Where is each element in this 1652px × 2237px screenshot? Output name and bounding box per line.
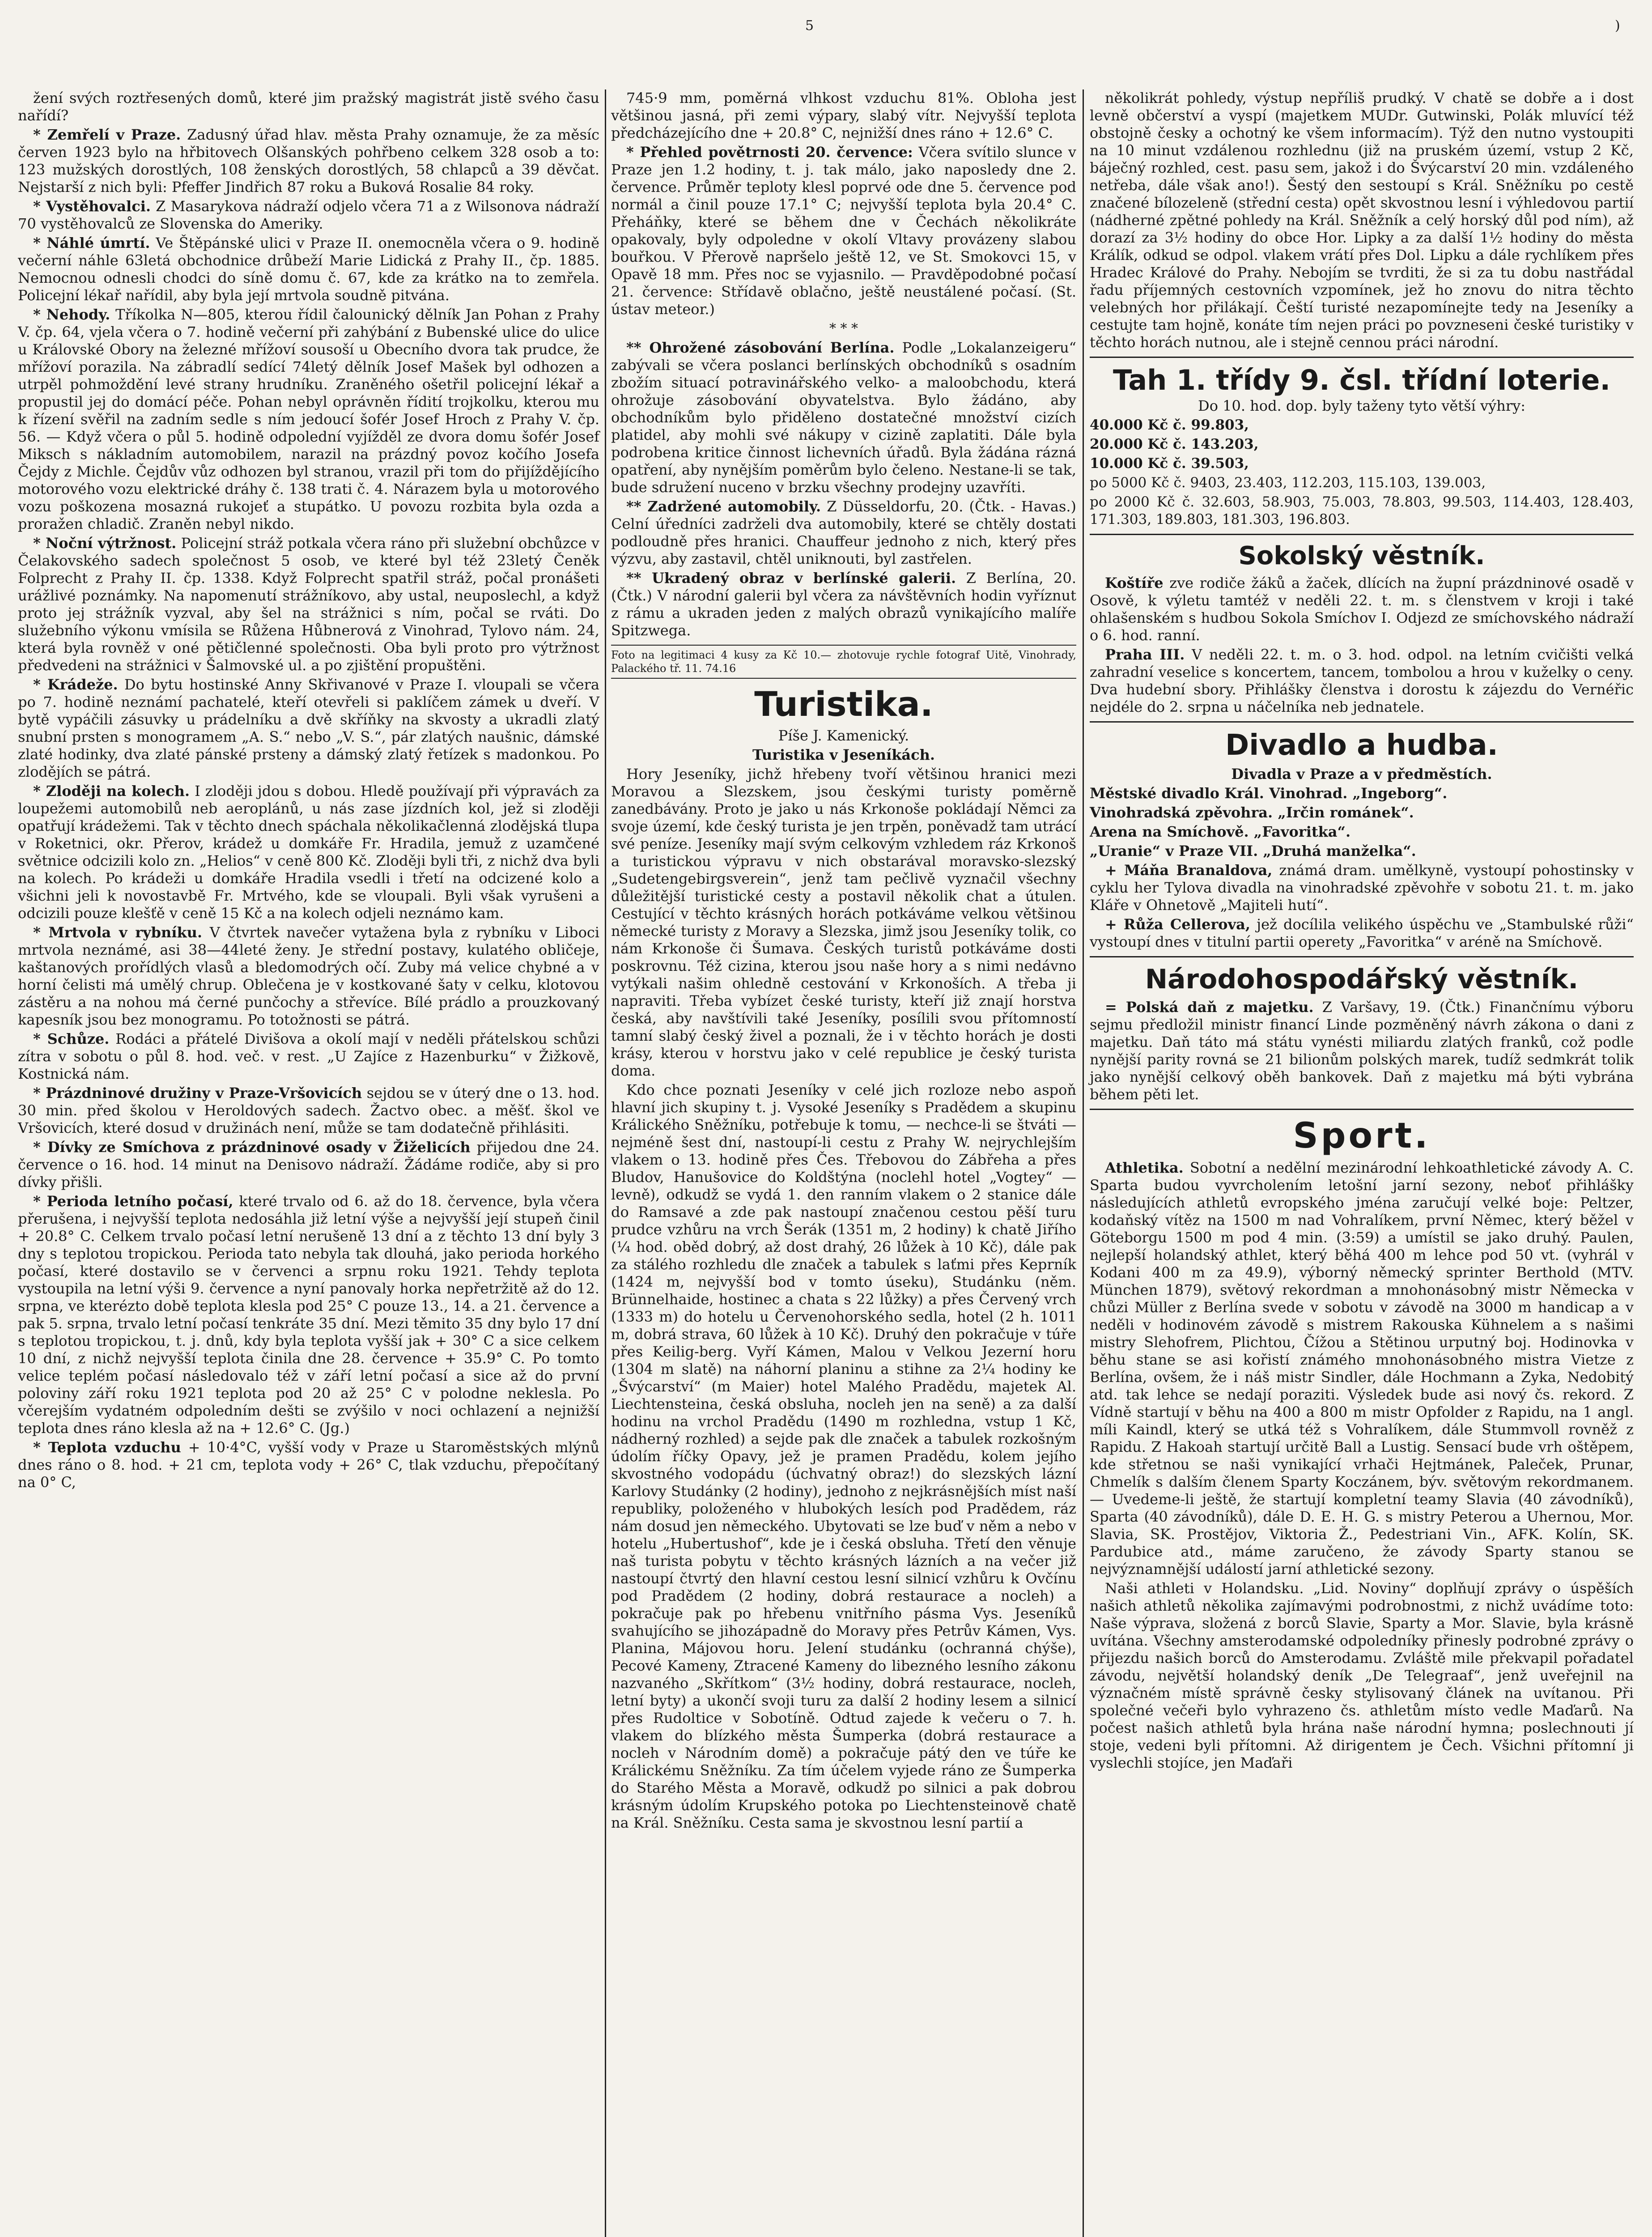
news-headline: = Polská daň z majetku. [1105,999,1314,1016]
news-headline: Koštíře [1105,574,1164,591]
news-item: * Schůze. Rodáci a přátelé Divišova a okolí mají v neděli přátelskou schůzi zítra v sobotu o půl 8. hod. več. v rest. „U Zajíce z Hazenburku“ v Žižkově, Kostnická nám. [18,1030,600,1082]
lottery-result: po 5000 Kč č. 9403, 23.403, 112.203, 115.103, 139.003, [1090,475,1486,491]
news-item: * Krádeže. Do bytu hostinské Anny Skřivanové v Praze I. vloupali se včera po 7. hodině neznámí pachatelé, kteří otevřeli si paklíčem zámek u dveří. V bytě vypáčili zásuvky u prádelníku a dvě skříňky na skvosty a ukradli zlatý snubní prsten s monogramem „A. S.“ nebo „V. S.“, pár zlatých naušnic, dámské zlaté hodinky, dva zlaté pánské prsteny a dámský zlatý řetízek s madonkou. Po zlodějích se pátrá. [18,676,600,780]
divider [1090,1109,1634,1110]
article-text: Kdo chce poznati Jeseníky v celé jich rozloze nebo aspoň hlavní jich skupiny t. j. Vysoké Jeseníky s Pradědem a skupinu Králického Sněžníku, potřebuje k tomu, — nechce-li se štváti — nejméně šest dní, nastoupí-li cestu z Prahy W. nejrychlejším vlakem o 13. hodině přes Čes. Třebovou do Zábřeha a přes Bludov, Hanušovice do Koldštýna (noclehl hotel „Vogtey“ — levně), odkudž se vydá 1. den ranním vlakem o 2 stanice dále do Ramsavé a zde pak nastoupí značenou cestou pěší turu prudce vzhůru na vrch Šerák (1351 m, 2 hodiny) k chatě Jiřího (¼ hod. oběd dobrý, až dost drahý, 26 lůžek à 10 Kč), dále pak za stálého rozhledu dle značek a tabulek s laťmi přes Keprník (1424 m, nejvyšší bod v tomto úseku), Studánku (něm. Brünnelhaide, hostinec a chata s 22 lůžky) a přes Červený vrch (1333 m) do hotelu u Červenohorského sedla, hotel (2 h. 1011 m, dobrá strava, 60 lůžek à 10 Kč). Druhý den pokračuje v túře přes Keilig-berg. Vyří Kámen, Malou v Velkou Jezerní horu (1304 m slatě) na náhorní planinu a stihne za 2¼ hodiny ke „Švýcarství“ (m Maier) hotel Malého Pradědu, majetek Al. Liechtensteina, česká obsluha, nocleh jen na seně) a za další hodinu na vrchol Pradědu (1490 m rozhledna, vstup 1 Kč, nádherný rozhled) a sejde pak dle značek a tabulek rozkošným údolím říčky Opavy, jež je pramen Pradědu, kolem jejího skvostného vodopádu (úchvatný obraz!) do slezských lázní Karlovy Studánky (2 hodiny), jednoho z nejkrásnějších míst naší republiky, položeného v hlubokých lesích pod Pradědem, ráz nám dosud jen německého. Ubytovati se lze buď v něm a nebo v hotelu „Hubertushof“, kde je i česká obsluha. Třetí den věnuje naš turista pobytu v těchto krásných lázních a na večer již nastoupí čtvrtý den hlavní cestou lesní silnicí vzhůru k Ovčínu pod Pradědem (2 hodiny, dobrá restaurace a nocleh) a pokračuje pak po hřebenu vnitřního pásma Vys. Jeseníků svahujícího se jihozápadně do Moravy přes Petrův Kámen, Vys. Planina, Májovou horu. Jelení studánku (ochranná chýše), Pecové Kameny, Ztracené Kameny do libezného lesního zákonu nazvaného „Skřítkom“ (3½ hodiny, dobrá restaurace, nocleh, letní byty) a ukončí svoji turu za další 2 hodiny lesem a silnicí přes Rudoltice v Sobotíně. Odtud zajede k večeru o 7. h. vlakem do blízkého města Šumperka (dobrá restaurace a nocleh v Národním domě) a pokračuje pátý den ve túře ke Králickému Sněžníku. Za tím účelem vyjede ráno ze Šumperka do Starého Města a Moravě, odkudž po silnici a pak dobrou krásným údolím Krupského potoka po Liechtensteinově chatě na Král. Sněžníku. Cesta sama je skvostnou lesní partií a [611,1081,1076,1831]
section-title-sokol: Sokolský věstník. [1238,541,1485,570]
article-subtitle: Turistika v Jeseníkách. [752,746,935,763]
article-text: několikrát pohledy, výstup nepříliš prudký. V chatě se dobře a i dost levně občerství a vyspí (majetkem MUDr. Gutwinski, Polák mluvící též obstojně česky a ochotný ke všem informacím). Týž den nutno vystoupiti na 10 minut vzdálenou rozhlednu (již na pruském území, vstup 2 Kč, báječný rozhled, cest. pasu sem, jakož i do Švýcarství 20 min. vzdáleného netřeba, dále však ano!). Šestý den sestoupí s Král. Sněžníku po cestě značené bílozeleně (střední cesta) opět skvostnou lesní i výhledovou partií (nádherné zpětné pohledy na Král. Sněžník a celý horský důl pod ním), až dorazí za 3½ hodiny do obce Hor. Lipky a za další 1½ hodiny do města Králík, odkud se odpol. vlakem vrátí přes Dol. Lipku a dále rychlíkem přes Hradec Králové do Prahy. Nebojím se tvrditi, že si za tu dobu nastřádal řadu příjemných cestovních vzpomínek, jež ho znovu do nitra těchto velebných hor přilákají. Čeští turisté nezapomínejte tedy na Jeseníky a cestujte tam hojně, konáte tím nejen práci po povzneseni české turistiky v těchto horách nutnou, ale i stejně cennou práci národní. [1090,89,1634,351]
article-text: Hory Jeseníky, jichž hřebeny tvoří většinou hranici mezi Moravou a Slezskem, jsou českými turisty poměrně zanedbávány. Proto je jako u nás Krkonoše pokládají Němci za svoje území, kde český turista je jen trpěn, poněvadž tam utrácí své peníze. Jeseníky mají svým celkovým vzhledem ráz Krkonoš a turistickou výpravu v nich obstarával moravsko-slezský „Sudetengebirgsverein“, jenž tam pečlivě vyznačil všechny důležitější turistické cesty a postavil několik chat a útulen. Cestující v těchto krásných horách potkáváme velkou většinou německé turisty z Moravy a Slezska, jimž jsou Jeseníky tolik, co nám Krkonoše či Šumava. Českých turistů potkáváme dosti poskrovnu. Též cizina, kterou jsou naše hory a s nimi nedávno vytýkali našim ohledně cestování v Krkonoších. A třeba ji napraviti. Třeba vybízet české turisty, kteří již znají horstva česká, aby navštívili také Jeseníky, posílili svou přítomností tamní slabý český živel a poznali, že i v těchto horách je dosti krásy, kterou v horstvu jako v celé republice je český turista doma. [611,766,1076,1079]
news-headline: * Náhlé úmrtí. [33,234,150,251]
news-headline: ** Ohrožené zásobování Berlína. [626,339,895,356]
news-headline: + Růža Cellerova, [1105,916,1250,933]
news-item: Athletika. Sobotní a nedělní mezinárodní lehkoathletické závody A. C. Sparta budou vyvrcholením letošní jarní sezony, neboť přihlášky následujících athletů evropského jména zaručují velké boje: Peltzer, kodaňský vítěz na 1500 m nad Vohralíkem, první Němec, který běžel v Göteborgu 1500 m pod 4 min. (3:59) a umístil se jako druhý. Paulen, nejlepší holandský athlet, který běhá 400 m lehce pod 50 vt. (vyhrál v Kodani 400 m za 49.9), výborný německý sprinter Berthold (MTV. München 1879), světový rekordman a mnohonásobný mistr Německa v chůzi Müller z Berlína svede v sobotu v závodě na 3000 m handicap a v neděli v hodinovém závodě s mistrem Rakouska Kühnelem a s našimi mistry Slehofrem, Plichtou, Čížou a Stětinou urputný boj. Hodinovka v běhu stane se asi kořistí známého mnohonásobného mistra Vietze z Berlína, ovšem, že i náš mistr Sindler, dále Hochmann a Zyka, Nedobitý atd. tak lehce se nedají poraziti. Výsledek bude asi nový čs. rekord. Z Vídně startují v běhu na 400 a 800 m mistr Opfolder z Rapidu, na 1 angl. míli Kaindl, který se utká též s Vohralíkem, dále Stummvoll rovněž z Rapidu. Z Hakoah startují určitě Ball a Lustig. Sensací bude vrh oštěpem, kde střetnou se naši vynikající vrhači Hejtmánek, Paleček, Prunar, Chmelík s dalším členem Sparty Koczánem, býv. světovým rekordmanem. — Uvedeme-li ještě, že startují kompletní teamy Slavia (40 závodníků), Sparta (40 závodníků), dále D. E. H. G. s mistry Peterou a Uhernou, Mor. Slavia, SK. Prostějov, Viktoria Ž., Pedestriani Vin., AFK. Kolín, SK. Pardubice atd., máme zaručeno, že závody Sparty stanou se nejvýznamnější událostí jarní athletické sezony. [1090,1159,1634,1578]
section-title-turistika: Turistika. [754,684,933,724]
news-item: ** Zadržené automobily. Z Düsseldorfu, 20. (Čtk. - Havas.) Celní úředníci zadrželi dva automobily, které se chtěly dostati podloudně přes hranici. Chauffeur jednoho z nich, který přes výzvu, aby zastavil, chtěl uniknouti, byl zastřelen. [611,498,1077,567]
news-item: Koštíře zve rodiče žáků a žaček, dlících na župní prázdninové osadě v Osově, k výletu tamtéž v neděli 22. t. m. s členstvem v kroji i také ohlašenském s hudbou Sokola Smíchov I. Odjezd ze smíchovského nádraží o 6. hod. ranní. [1090,574,1634,644]
section-subtitle: Divadla v Praze a v předměstích. [1231,766,1492,783]
divider [1090,357,1634,358]
lottery-title: Tah 1. třídy 9. čsl. třídní loterie. [1113,364,1611,396]
lottery-result: 40.000 Kč č. 99.803, [1090,417,1249,433]
news-headline: ** Zadržené automobily. [626,498,821,515]
theatre-listing: Městské divadlo Král. Vinohrad. „Ingeborg“. [1090,785,1448,802]
news-headline: * Krádeže. [33,676,118,693]
column-rule [605,89,606,2237]
news-item: * Prázdninové družiny v Praze-Vršovicích sejdou se v úterý dne o 13. hod. 30 min. před školou v Heroldových sadech. Žactvo obec. a měšť. škol ve Vršovicích, které dosud v družinách není, může se tam dodatečně přihlásiti. [18,1084,600,1136]
news-headline: * Schůze. [33,1030,110,1047]
divider [1090,534,1634,535]
page-mark-right: ) [1615,18,1620,34]
article-text: Naši athleti v Holandsku. „Lid. Noviny“ doplňují zprávy o úspěších našich athletů několika zajímavými podrobnostmi, z nichž uvádíme toto: Naše výprava, složená z borců Slavie, Sparty a Mor. Slavie, byla krásně uvítána. Všechny amsterodamské odpoledníky přinesly podrobné zprávy o přijezdu našich borců do Amsterodamu. Zvláště mile překvapil pořadatel závodu, největší holandský deník „De Telegraaf“, jenž uveřejnil na význačném místě správně česky stylisovaný článek na uvítanou. Při společné večeři bylo vyhrazeno čs. athletům místo vedle Maďarů. Na počest našich athletů byla hrána naše národní hymna; poslechnouti jí stoje, vedeni byli přítomni. Až dirigentem je Čech. Všichni přítomní ji vyslechli stojíce, jen Maďaři [1090,1580,1634,1771]
column-1 [18,89,599,1493]
news-headline: * Prázdninové družiny v Praze-Vršovicích [33,1084,362,1101]
news-item: * Zemřelí v Praze. Zadusný úřad hlav. města Prahy oznamuje, že za měsíc červen 1923 bylo na hřbitovech Olšanských pohřbeno celkem 328 osob a to: 123 mužských dorostlých, 108 ženských dorostlých, 58 chlapců a 39 děvčat. Nejstarší z nich byli: Pfeffer Jindřich 87 roku a Buková Rosalie 84 roky. [18,126,600,196]
news-headline: * Perioda letního počasí, [33,1193,234,1210]
news-headline: * Noční výtržnost. [33,535,177,552]
page-mark-top: 5 [805,18,814,34]
section-title-narodohospodarsky: Národohospodářský věstník. [1145,964,1579,995]
news-headline: Athletika. [1105,1159,1184,1176]
news-item: * Nehody. Tříkolka N—805, kterou řídil čalounický dělník Jan Pohan z Prahy V. čp. 64, vjela včera o 7. hodině večerní při zahýbání z Bubenské ulice do ulice u Královské Obory na železné mřížoví sousoší u Obecního dvora tak prudce, že mřížoví porazila. Na zábradlí sedící 74letý dělník Josef Mašek byl odhozen a utrpěl pohmoždění levé strany hrudníku. Zraněného ošetřil policejní lékař a propustil jej do domácí péče. Pohan nebyl oprávněn řídití trojkolku, kterou mu k řízení svěřil na zadním sedle s ním jedoucí šofér Josef Hroch z Prahy V. čp. 56. — Když včera o půl 5. hodině odpolední vyjížděl ze dvora domu šofér Josef Miksch s nákladním automobilem, narazil na prázdný povoz kočího Josefa Čejdy z Michle. Čejdův vůz odhozen byl stranou, vrazil při tom do přijíždějícího motorového vozu elektrické dráhy č. 138 trati č. 4. Nárazem byla u motorového vozu poškozena mosazná rukojeť a stupátko. U povozu rozbita byla ozda a proražen chladič. Zraněn nebyl nikdo. [18,306,600,532]
section-title-divadlo: Divadlo a hudba. [1225,729,1498,762]
divider [1090,956,1634,957]
news-headline: Praha III. [1105,646,1185,663]
photo-advertisement: Foto na legitimaci 4 kusy za Kč 10.— zhotovuje rychle fotograf Uitě, Vinohrady, Palackého tř. 11. 74.16 [611,645,1076,679]
news-item: ** Ohrožené zásobování Berlína. Podle „Lokalanzeigeru“ zabývali se včera poslanci berlínských obchodníků s osadním zbožím situací potravinářského velko- a maloobchodu, která ohrožuje zásobování obyvatelstva. Bylo žádáno, aby obchodníkům bylo přiděleno dostatečné množství cizích platidel, aby mohli své nákupy v cizině zaplatiti. Dále byla podrobena kritice činnost lichevních úřadů. Byla žádána rázná opatření, aby nynějším poměrům bylo čeleno. Nestane-li se tak, bude sdružení nuceno v brzku všechny prodejny uzavříti. [611,339,1076,496]
lottery-result: 10.000 Kč č. 39.503, [1090,455,1249,472]
news-item: * Přehled povětrnosti 20. července: Včera svítilo slunce v Praze jen 1.2 hodiny, t. j. tak málo, jako naposledy dne 2. července. Průměr teploty klesl poprvé ode dne 5. července pod normál a činil pouze 17.1° C; nejvyšší teplota byla 20.4° C. Přeháňky, které se během dne v Čechách několikráte opakovaly, byly odpoledne v okolí Vltavy provázeny slabou bouřkou. V Přerově napršelo ještě 12, ve St. Smokovci 15, v Opavě 18 mm. Přes noc se vyjasnilo. — Pravděpodobné počasí 21. července: Střídavě oblačno, ještě neustálené počasí. (St. ústav meteor.) [611,144,1077,318]
theatre-listing: Vinohradská zpěvohra. „Irčin románek“. [1090,804,1414,821]
news-headline: * Zemřelí v Praze. [33,126,181,143]
news-item: * Zloději na kolech. I zloději jdou s dobou. Hledě používají při výpravách za loupežemi automobilů neb aeroplánů, u nás zase jízdních kol, jež si zloději opatřují krádežemi. Tak v těchto dnech spáchala několikačlenná zlodějská tlupa v Roketnici, okr. Přerov, krádež u domkáře Fr. Hradila, jemuž z uzamčené světnice odcizili kolo zn. „Helios“ v ceně 800 Kč. Zloději byli tři, z nichž dva byli na kolech. Po krádeži u domkáře Hradila vsedli i třetí na odcizené kolo a všichni jeli k novostavbě Fr. Mrtvého, kde se vloupali. Byli však vyrušeni a odcizili pouze klešťě v ceně 15 Kč a na kolech odjeli neznámo kam. [18,783,600,922]
section-title-sport: Sport. [1293,1116,1431,1156]
lottery-result: po 2000 Kč č. 32.603, 58.903, 75.003, 78.803, 99.503, 114.403, 128.403, 171.303, 189.803, 181.303, 196.803. [1090,494,1634,527]
news-headline: + Máňa Branaldova, [1105,862,1273,879]
news-item: + Máňa Branaldova, známá dram. umělkyně, vystoupí pohostinsky v cyklu her Tylova divadla na vinohradské zpěvohře v sobotu 21. t. m. jako Kláře v Ohnetově „Majiteli hutí“. [1090,862,1634,914]
news-item: + Růža Cellerova, jež docílila velikého úspěchu ve „Stambulské růži“ vystoupí dnes v titulní partii operety „Favoritka“ v aréně na Smíchově. [1090,916,1634,950]
lottery-subtitle: Do 10. hod. dop. byly taženy tyto větší výhry: [1198,397,1525,414]
news-item: * Mrtvola v rybníku. V čtvrtek navečer vytažena byla z rybníku v Liboci mrtvola neznámé, asi 38—44leté ženy. Je střední postavy, kulatého obličeje, kaštanových prořídlých vlasů a bledomodrých očí. Zuby má velice chybné a v horní čelisti má umělý chrup. Oblečena je v kostkované šaty v celku, klotovou zástěru a na nohou má černé punčochy a střevíce. Bílé prádlo a prouzkovaný kapesník jsou bez monogramu. Po totožnosti se pátrá. [18,924,599,1028]
column-rule [1083,89,1084,2237]
news-item: = Polská daň z majetku. Z Varšavy, 19. (Čtk.) Finančnímu výboru sejmu předložil ministr financí Linde pozměněný návrh zákona o dani z majetku. Daň táto má státu vynésti miliardu zlatých franků, což podle nynější parity rovná se 21 bilionům polských marek, tudíž sedmkrát tolik jako nynější celkový oběh bankovek. Daň z majetku má býti vybrána během pěti let. [1090,999,1634,1103]
article-text: 745·9 mm, poměrná vlhkost vzduchu 81%. Obloha jest většinou jasná, při zemi výpary, slabý vítr. Nejvyšší teplota předcházejícího dne + 20.8° C, nejnižší dnes ráno + 12.6° C. [611,89,1076,141]
news-item: Praha III. V neděli 22. t. m. o 3. hod. odpol. na letním cvičišti velká zahradní veselice s koncertem, tancem, tombolou a hrou v kuželky o ceny. Dva hudební sbory. Přihlášky členstva i dorostu k zájezdu do Vernéřic nejdéle do 2. srpna u náčelníka neb jednatele. [1090,646,1634,715]
news-headline: * Teplota vzduchu [33,1439,181,1456]
news-headline: ** Ukradený obraz v berlínské galerii. [626,570,956,587]
news-item: * Teplota vzduchu + 10·4°C, vyšší vody v Praze u Staroměstských mlýnů dnes ráno o 8. hod. + 21 cm, teplota vody + 26° C, tlak vzduchu, přepočítaný na 0° C, [18,1439,599,1491]
theatre-listing: Arena na Smíchově. „Favoritka“. [1090,823,1351,840]
news-item: ** Ukradený obraz v berlínské galerii. Z Berlína, 20. (Čtk.) V národní galerii byl včera za návštěvních hodin vyříznut z rámu a ukraden jeden z malých obrazů vynikajícího malíře Spitzwega. [611,570,1077,639]
theatre-listing: „Uranie“ v Praze VII. „Druhá manželka“. [1090,842,1416,859]
news-item: * Dívky ze Smíchova z prázdninové osady v Žiželicích přijedou dne 24. července o 16. hod. 14 minut na Denisovo nádraží. Žádáme rodiče, aby si pro dívky přišli. [18,1139,600,1191]
news-headline: * Přehled povětrnosti 20. července: [626,144,913,161]
news-headline: * Vystěhovalci. [33,198,151,215]
section-divider: * * * [829,321,858,336]
divider [1090,721,1634,723]
news-headline: * Zloději na kolech. [33,783,190,800]
column-3 [1090,89,1634,1773]
news-item: * Náhlé úmrtí. Ve Štěpánské ulici v Praze II. onemocněla včera o 9. hodině večerní náhle 63letá obchodnice drůbeží Marie Lidická z Prahy II., čp. 1885. Nemocnou odnesli chodci do síně domu č. 67, kde za krátko na to zemřela. Policejní lékař nařídil, aby byla její mrtvola soudně pitvána. [18,234,600,304]
news-item: * Vystěhovalci. Z Masarykova nádraží odjelo včera 71 a z Wilsonova nádraží 70 vystěhovalců ze Slovenska do Ameriky. [18,198,600,232]
news-headline: * Nehody. [33,306,110,323]
news-headline: * Dívky ze Smíchova z prázdninové osady v Žiželicích [33,1139,471,1156]
news-item: * Perioda letního počasí, které trvalo od 6. až do 18. července, byla včera přerušena, i nejvyšší teplota nedosáhla již letní výše a nejvyšší její stupeň činil + 20.8° C. Celkem trvalo počasí letní nerušeně 13 dní a z těchto 13 dní byly 3 dny s teplotou tropickou. Perioda tato nebyla tak dlouhá, jako perioda horkého počasí, které dostavilo se v červenci a srpnu roku 1921. Tehdy teplota vystoupila na letní výši 9. července a nyní panovaly horka nepřetržitě až do 12. srpna, ve kterézto době teplota klesla pod 25° C pouze 13., 14. a 21. července a pak 5. srpna, trvalo letní počasí tenkráte 35 dní. Mezi těmito 35 dny bylo 17 dní s teplotou tropickou, t. j. dnů, kdy byla teplota vyšší jak + 30° C a sice celkem 10 dní, z nichž nejvyšší teplota činila dne 28. července + 35.9° C. Po tomto velice teplém počasí následovalo též v září letní počasí a sice až do první poloviny září roku 1921 teplota pod 20 až 25° C v polodne neklesla. Po včerejším vydatném odpoledním dešti se zvýšilo v noci ochlazení a nejnižší teplota dnes ráno klesla až na + 12.6° C. (Jg.) [18,1193,600,1437]
news-headline: * Mrtvola v rybníku. [33,924,203,941]
column-2 [611,89,1076,1833]
byline: Píše J. Kamenický. [778,727,909,744]
article-text: žení svých roztřesených domů, které jim pražský magistrát jistě svého času nařídí? [18,89,599,124]
news-item: * Noční výtržnost. Policejní stráž potkala včera ráno při služební obchůzce v Čelakovského sadech společnost 5 osob, ve které byl též 23letý Čeněk Folprecht z Prahy II. čp. 1338. Když Folprecht spatřil stráž, počal pronášeti urážlivé poznámky. Na napomenutí strážníkovo, aby ustal, neuposlechl, a když proto jej strážník vyzval, aby šel na strážnici s ním, počal se rváti. Do služebního výkonu vmísila se Růžena Hůbnerová z Vinohrad, Tylovo nám. 24, která byla rovněž v oné pětičlenné společnosti. Oba byli proto pro výtržnost předvedeni na strážnici v Šalmovské ul. a po zjištění propuštěni. [18,535,600,674]
lottery-result: 20.000 Kč č. 143.203, [1090,436,1259,452]
